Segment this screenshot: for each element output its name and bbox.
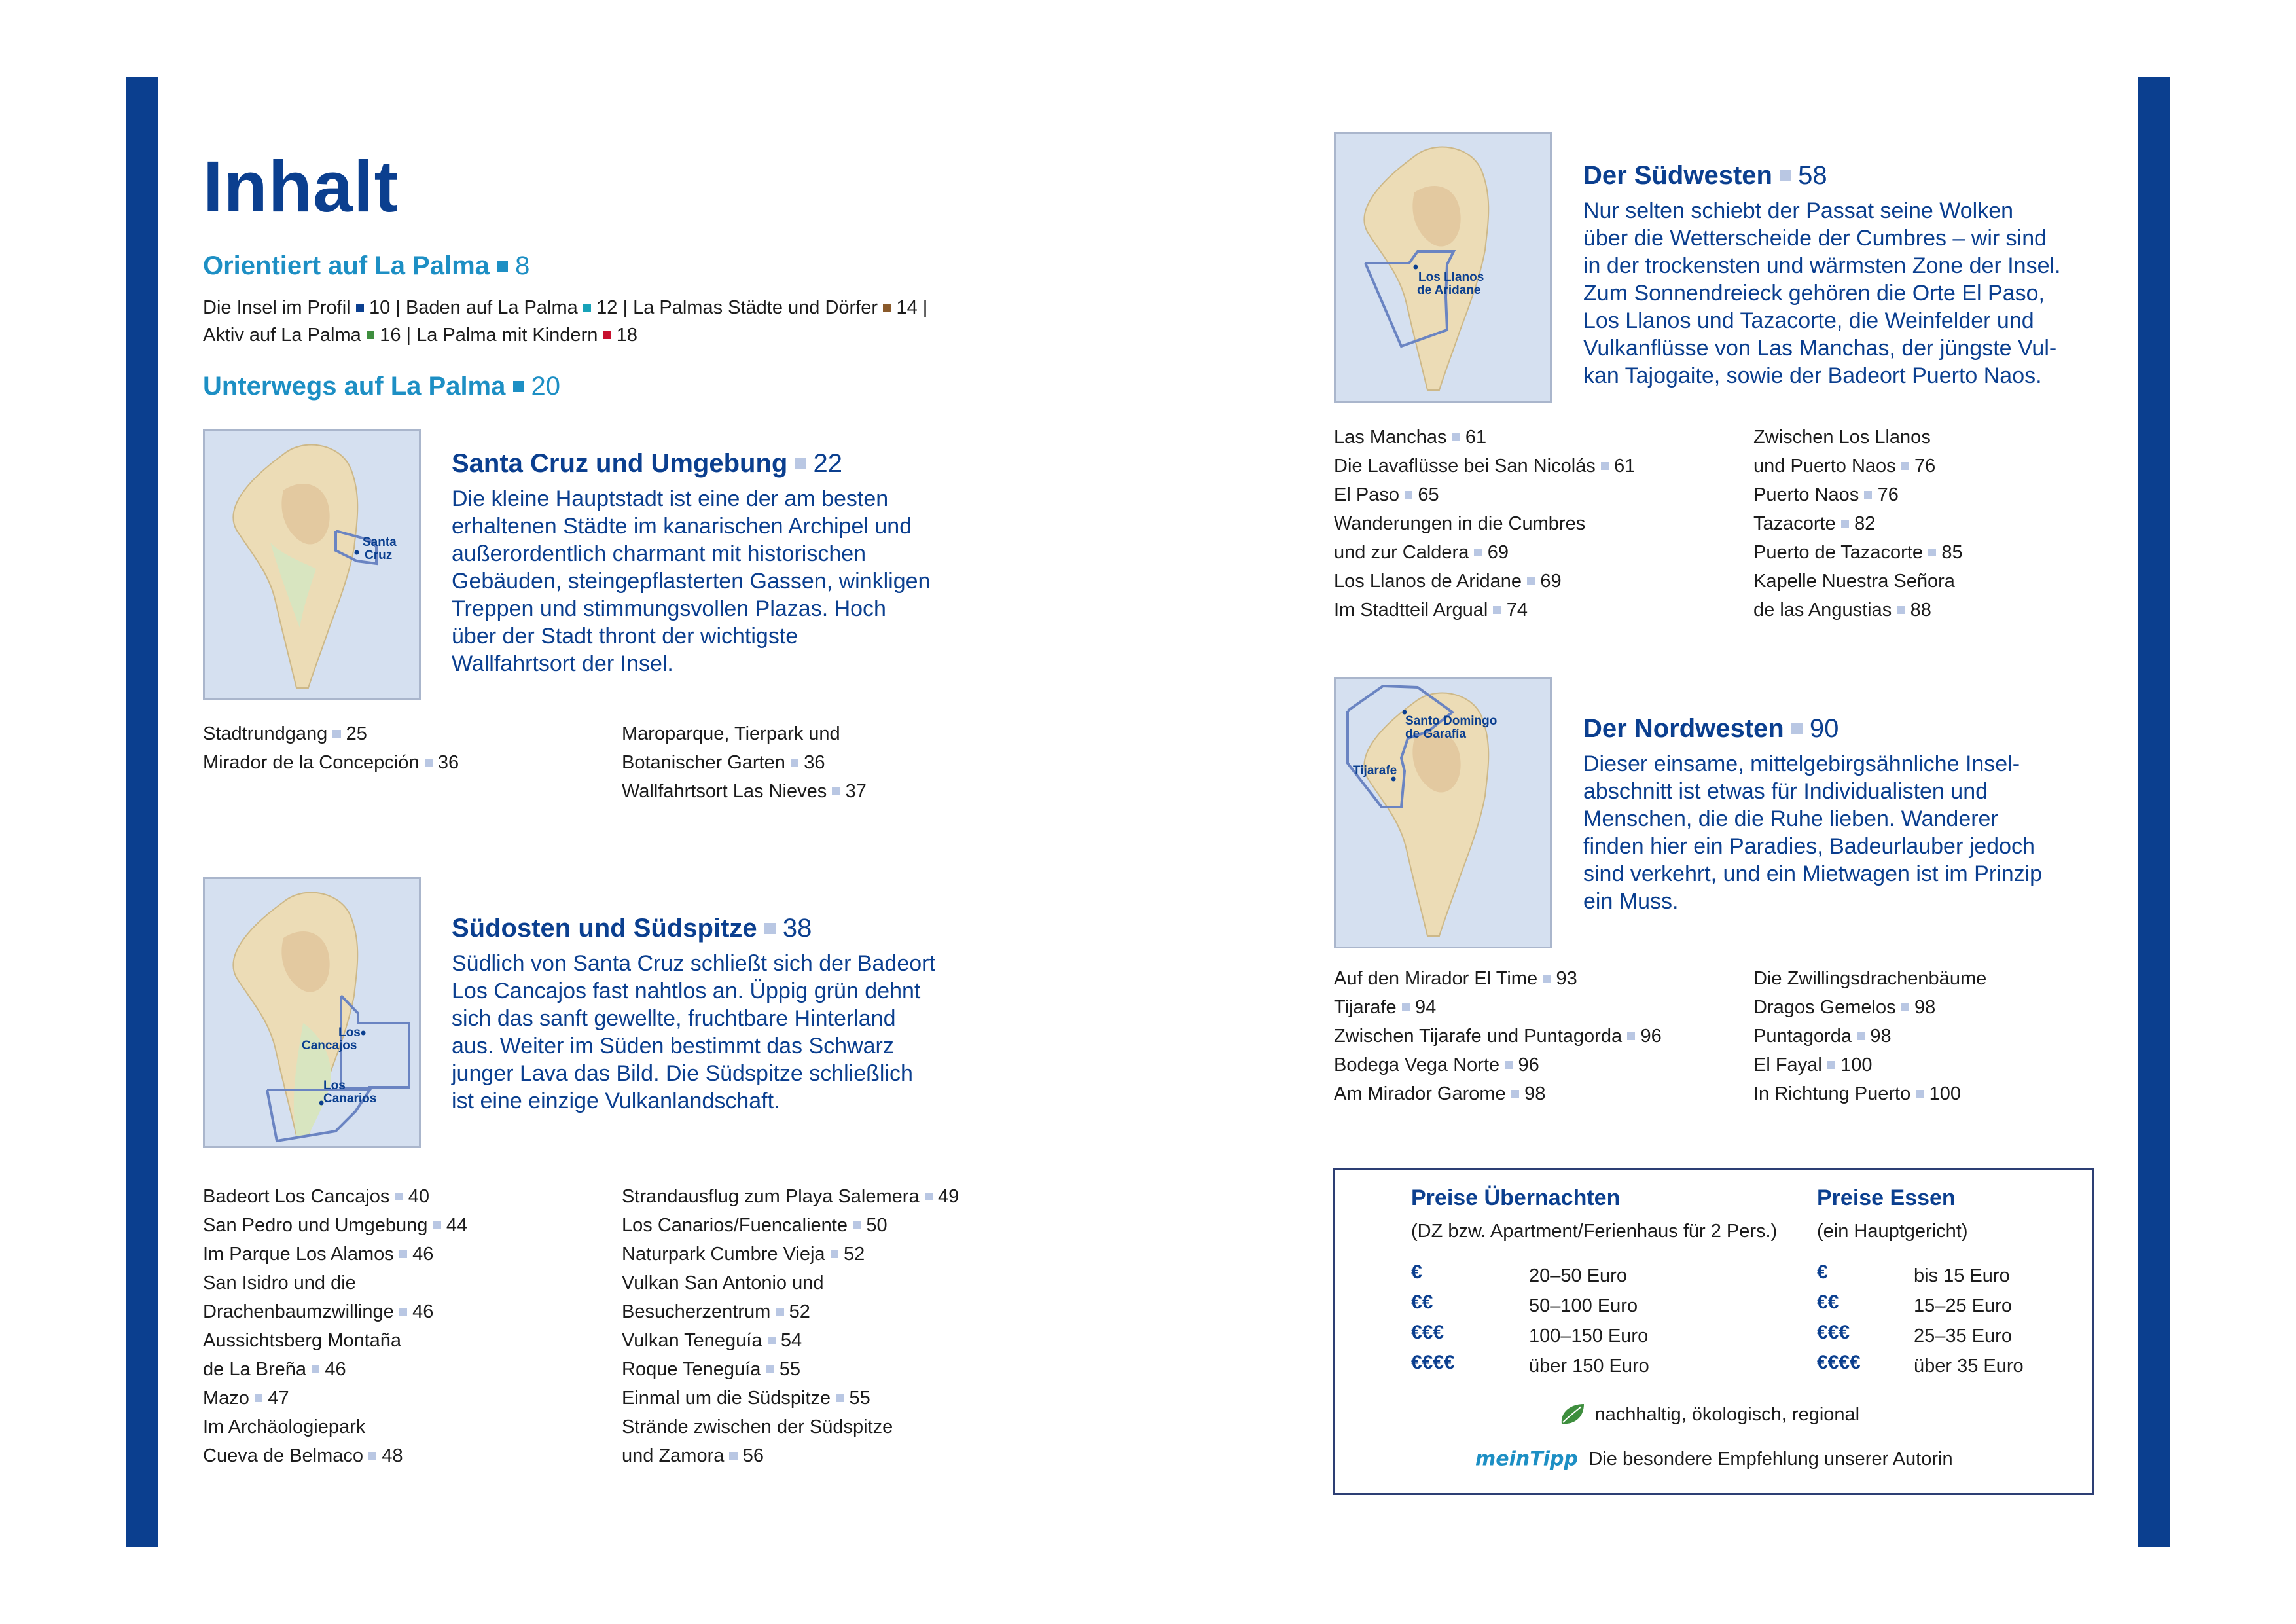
page-square: [764, 923, 776, 934]
santa-cruz-list-right: [622, 719, 867, 806]
toc-entry[interactable]: Puerto Naos 76: [1753, 484, 1899, 505]
toc-entry[interactable]: Puerto de Tazacorte 85: [1753, 542, 1963, 563]
santa-cruz-description: Die kleine Hauptstadt ist eine der am besten erhaltenen Städte im kanarischen Archipel und außerordentlich charmant mit historischen Gebäuden, steingepflasterten Gassen, winkligen Treppen und stimmungsvollen Plazas. Hoch über der Stadt thront der wichtigste Wallfahrtsort der Insel.: [452, 486, 931, 676]
toc-entry[interactable]: Vulkan San Antonio und: [622, 1272, 824, 1293]
toc-entry[interactable]: Los Llanos de Aridane 69: [1334, 571, 1562, 592]
toc-entry[interactable]: Maroparque, Tierpark und: [622, 723, 840, 744]
toc-entry[interactable]: und Zamora 56: [622, 1445, 764, 1466]
map-label-los-llanos: Los Llanos: [1418, 270, 1484, 284]
page-square: [1780, 170, 1791, 181]
orientiert-link[interactable]: Baden auf La Palma 12: [405, 297, 618, 318]
toc-entry[interactable]: In Richtung Puerto 100: [1753, 1083, 1961, 1104]
bullet: [603, 331, 611, 339]
suedwesten-list-right: [1753, 423, 1963, 624]
mein-tipp-logo: meinTipp: [1475, 1447, 1578, 1471]
nordwesten-description: Dieser einsame, mittelgebirgsähnliche Insel- abschnitt ist etwas für Individualisten und Menschen, die die Ruhe lieben. Wanderer finden hier ein Paradies, Badeurlauber jedoch sind verkehrt, und ein Mietwagen ist im Prinzip ein Muss.: [1583, 751, 2043, 914]
toc-entry[interactable]: de La Breña 46: [203, 1359, 346, 1380]
toc-entry[interactable]: Strandausflug zum Playa Salemera 49: [622, 1186, 960, 1207]
toc-entry[interactable]: Tijarafe 94: [1334, 997, 1437, 1018]
map-label-los: Los: [338, 1026, 361, 1039]
suedosten-description: Südlich von Santa Cruz schließt sich der Badeort Los Cancajos fast nahtlos an. Üppig grün dehnt sich das sanft gewellte, fruchtbare Hinterland aus. Weiter im Süden bestimmt das Schwarz junger Lava das Bild. Die Südspitze schließlich ist eine einzige Vulkanlandschaft.: [452, 951, 935, 1113]
island-map-icon: [205, 879, 419, 1146]
orientiert-link[interactable]: Die Insel im Profil 10: [203, 297, 391, 318]
map-label-santa: Santa: [363, 535, 397, 549]
map-label-los-2: Los: [323, 1079, 346, 1092]
orientiert-line-1: Die Insel im Profil 10 | Baden auf La Palma 12 | La Palmas Städte und Dörfer 14 |: [203, 297, 928, 318]
suedwesten-map: [1334, 132, 1552, 403]
tipp-legend: meinTipp Die besondere Empfehlung unserer Autorin: [1475, 1447, 1953, 1471]
page-square: [513, 381, 524, 392]
toc-entry[interactable]: Mazo 47: [203, 1388, 289, 1409]
map-label-de-aridane: de Aridane: [1417, 283, 1481, 297]
toc-entry[interactable]: Naturpark Cumbre Vieja 52: [622, 1244, 865, 1265]
unterwegs-heading[interactable]: Unterwegs auf La Palma 20: [203, 372, 561, 401]
toc-entry[interactable]: Auf den Mirador El Time 93: [1334, 968, 1577, 989]
toc-entry[interactable]: Puntagorda 98: [1753, 1026, 1892, 1047]
toc-entry[interactable]: und zur Caldera 69: [1334, 542, 1509, 563]
toc-entry[interactable]: Bodega Vega Norte 96: [1334, 1055, 1539, 1075]
map-label-cancajos: Cancajos: [302, 1039, 357, 1053]
left-edge-bar: [126, 77, 158, 1547]
santa-cruz-title[interactable]: Santa Cruz und Umgebung 22: [452, 449, 842, 478]
price-legend-box: [1333, 1168, 2094, 1495]
bullet: [367, 331, 374, 339]
suedosten-map: [203, 877, 421, 1148]
toc-entry[interactable]: Stadtrundgang 25: [203, 723, 367, 744]
toc-entry[interactable]: Las Manchas 61: [1334, 427, 1487, 448]
toc-entry[interactable]: Einmal um die Südspitze 55: [622, 1388, 870, 1409]
toc-entry[interactable]: Im Stadtteil Argual 74: [1334, 600, 1528, 621]
eco-legend: nachhaltig, ökologisch, regional: [1558, 1400, 1859, 1429]
toc-entry[interactable]: Vulkan Teneguía 54: [622, 1330, 802, 1351]
toc-entry[interactable]: Die Lavaflüsse bei San Nicolás 61: [1334, 456, 1636, 477]
island-map-icon: [1336, 134, 1550, 401]
orientiert-link[interactable]: La Palma mit Kindern 18: [416, 325, 638, 346]
orientiert-heading[interactable]: Orientiert auf La Palma 8: [203, 251, 530, 280]
nordwesten-list-left: [1334, 964, 1662, 1108]
toc-entry[interactable]: Aussichtsberg Montaña: [203, 1330, 402, 1351]
page-square: [497, 261, 508, 272]
nordwesten-title[interactable]: Der Nordwesten 90: [1583, 714, 1839, 743]
price-food-rows: € bis 15 Euro €€ 15–25 Euro €€€ 25–35 Euro €€€€ über 35 Euro: [1817, 1261, 2024, 1377]
map-label-tijarafe: Tijarafe: [1353, 764, 1397, 778]
suedwesten-description: Nur selten schiebt der Passat seine Wolken über die Wetterscheide der Cumbres – wir sind in der trockensten und wärmsten Zone der Insel. Zum Sonnendreieck gehören die Orte El Paso, Los Llanos und Tazacorte, die Weinfelder und Vulkanflüsse von Las Manchas, der jüngste Vul- kan Tajogaite, sowie der Badeort Puerto Naos.: [1583, 198, 2061, 388]
toc-entry[interactable]: Im Archäologiepark: [203, 1416, 366, 1437]
toc-entry[interactable]: El Fayal 100: [1753, 1055, 1873, 1075]
map-label-canarios: Canarios: [323, 1092, 377, 1106]
suedosten-list-left: [203, 1182, 467, 1470]
toc-entry[interactable]: de las Angustias 88: [1753, 600, 1931, 621]
santa-cruz-list-left: [203, 719, 459, 777]
right-edge-bar: [2138, 77, 2170, 1547]
toc-entry[interactable]: Strände zwischen der Südspitze: [622, 1416, 893, 1437]
toc-entry[interactable]: Mirador de la Concepción 36: [203, 752, 459, 773]
toc-entry[interactable]: Wanderungen in die Cumbres: [1334, 513, 1586, 534]
page-title: Inhalt: [203, 147, 399, 227]
page-square: [1791, 723, 1803, 734]
suedwesten-title[interactable]: Der Südwesten 58: [1583, 161, 1827, 190]
suedosten-title[interactable]: Südosten und Südspitze 38: [452, 914, 812, 943]
toc-entry[interactable]: Roque Teneguía 55: [622, 1359, 800, 1380]
toc-entry[interactable]: Badeort Los Cancajos 40: [203, 1186, 429, 1207]
toc-entry[interactable]: Zwischen Los Llanos: [1753, 427, 1931, 448]
toc-entry[interactable]: Kapelle Nuestra Señora: [1753, 571, 1955, 592]
toc-entry[interactable]: San Pedro und Umgebung 44: [203, 1215, 468, 1236]
toc-entry[interactable]: Tazacorte 82: [1753, 513, 1876, 534]
toc-entry[interactable]: Botanischer Garten 36: [622, 752, 825, 773]
island-map-icon: [205, 431, 419, 698]
toc-entry[interactable]: Drachenbaumzwillinge 46: [203, 1301, 434, 1322]
toc-entry[interactable]: Los Canarios/Fuencaliente 50: [622, 1215, 888, 1236]
price-stay-rows: € 20–50 Euro €€ 50–100 Euro €€€ 100–150 Euro €€€€ über 150 Euro: [1411, 1261, 1649, 1377]
suedwesten-list-left: [1334, 423, 1635, 624]
leaf-icon: [1558, 1401, 1587, 1428]
price-food-heading: Preise Essen: [1817, 1185, 1956, 1210]
orientiert-link[interactable]: Aktiv auf La Palma 16: [203, 325, 401, 346]
price-food-note: (ein Hauptgericht): [1817, 1221, 1968, 1242]
map-label-de-garafia: de Garafía: [1405, 727, 1466, 741]
toc-entry[interactable]: und Puerto Naos 76: [1753, 456, 1936, 477]
orientiert-line-2: Aktiv auf La Palma 16 | La Palma mit Kindern 18: [203, 325, 638, 346]
toc-entry[interactable]: San Isidro und die: [203, 1272, 356, 1293]
nordwesten-list-right: [1753, 964, 1986, 1108]
map-label-cruz: Cruz: [365, 549, 393, 562]
toc-entry[interactable]: Wallfahrtsort Las Nieves 37: [622, 781, 867, 802]
toc-entry[interactable]: Zwischen Tijarafe und Puntagorda 96: [1334, 1026, 1662, 1047]
toc-entry[interactable]: Am Mirador Garome 98: [1334, 1083, 1546, 1104]
map-label-santo-domingo: Santo Domingo: [1405, 714, 1498, 728]
price-stay-note: (DZ bzw. Apartment/Ferienhaus für 2 Pers.): [1411, 1221, 1778, 1242]
price-stay-heading: Preise Übernachten: [1411, 1185, 1621, 1210]
bullet: [583, 304, 591, 312]
suedosten-list-right: [622, 1182, 959, 1470]
bullet: [356, 304, 364, 312]
toc-entry[interactable]: Dragos Gemelos 98: [1753, 997, 1936, 1018]
toc-entry[interactable]: Im Parque Los Alamos 46: [203, 1244, 434, 1265]
toc-entry[interactable]: El Paso 65: [1334, 484, 1439, 505]
toc-entry[interactable]: Besucherzentrum 52: [622, 1301, 810, 1322]
santa-cruz-map: [203, 429, 421, 700]
orientiert-link[interactable]: La Palmas Städte und Dörfer 14: [633, 297, 918, 318]
nordwesten-map: [1334, 677, 1552, 948]
bullet: [883, 304, 891, 312]
page-square: [795, 458, 806, 469]
toc-entry[interactable]: Die Zwillingsdrachenbäume: [1753, 968, 1987, 989]
toc-entry[interactable]: Cueva de Belmaco 48: [203, 1445, 403, 1466]
